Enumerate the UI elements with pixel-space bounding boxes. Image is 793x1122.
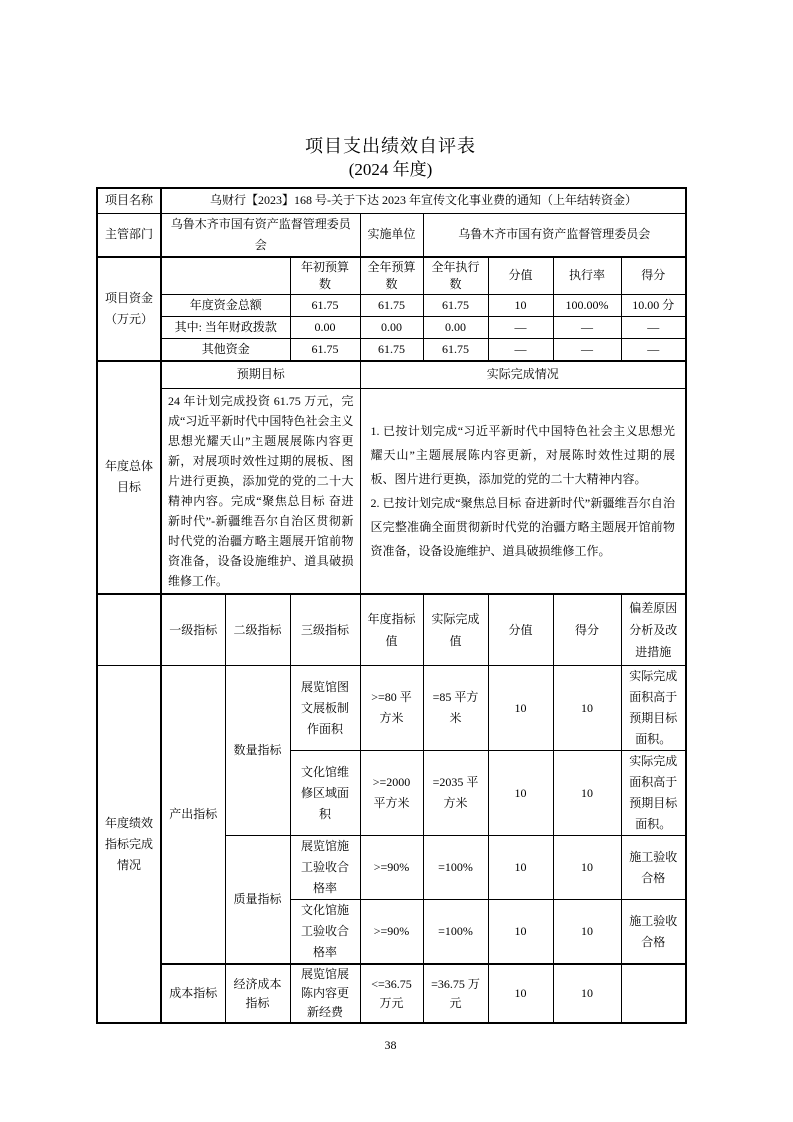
funding-exec-rate: —	[553, 317, 621, 339]
goal-expected-header: 预期目标	[161, 361, 360, 388]
goal-actual-paragraph-2: 2. 已按计划完成“聚焦总目标 奋进新时代”新疆维吾尔自治区完整准确全面贯彻新时代党的治疆方略主题展开馆前物资准备，设备设施维护、道具破损维修工作。	[370, 495, 675, 558]
impl-value: 乌鲁木齐市国有资产监督管理委员会	[423, 213, 686, 257]
goal-expected-text: 24 年计划完成投资 61.75 万元，完成“习近平新时代中国特色社会主义思想光耀天山”主题展展陈内容更新，对展项时效性过期的展板、图片进行更换，添加党的党的二十大精神内容。完成“聚焦总目标 奋进新时代”-新疆维吾尔自治区贯彻新时代党的治疆方略主题展开馆前物资准备，设备设施维护、道具破损维修工作。	[161, 388, 360, 594]
document-subtitle: (2024 年度)	[348, 160, 433, 179]
indicator-score-value: 10	[488, 964, 553, 1023]
funding-score: —	[621, 339, 686, 362]
title-block	[96, 134, 685, 182]
indicator-score: 10	[553, 964, 621, 1023]
funding-row-name: 其中: 当年财政拨款	[161, 317, 290, 339]
funding-executed: 61.75	[423, 295, 488, 317]
project-name-value: 乌财行【2023】168 号-关于下达 2023 年宣传文化事业费的通知（上年结转资金）	[161, 188, 686, 213]
col-header-level1: 一级指标	[161, 594, 225, 666]
document-title: 项目支出绩效自评表	[305, 136, 476, 156]
indicator-deviation: 施工验收合格	[621, 836, 686, 900]
col-header-target-value: 年度指标值	[360, 594, 423, 666]
indicator-actual: =100%	[423, 900, 488, 965]
funding-row-other	[97, 339, 686, 362]
goal-actual-paragraph-1: 1. 已按计划完成“习近平新时代中国特色社会主义思想光耀天山”主题展展陈内容更新，对展陈时效性过期的展板、图片进行更换，添加党的党的二十大精神内容。	[370, 423, 675, 486]
indicator-score: 10	[553, 751, 621, 836]
funding-row-name: 年度资金总额	[161, 295, 290, 317]
indicator-target: >=90%	[360, 900, 423, 965]
self-evaluation-table	[96, 187, 687, 1024]
funding-score-value: —	[488, 317, 553, 339]
indicator-name: 展览馆图文展板制作面积	[290, 666, 360, 751]
funding-section-label: 项目资金（万元）	[97, 257, 161, 362]
funding-annual: 61.75	[360, 295, 423, 317]
indicator-target: >=90%	[360, 836, 423, 900]
indicator-header-row	[97, 594, 686, 666]
goal-header-row	[97, 361, 686, 388]
indicator-score: 10	[553, 900, 621, 965]
indicator-target: >=80 平方米	[360, 666, 423, 751]
impl-label: 实施单位	[360, 213, 423, 257]
level1-output: 产出指标	[161, 666, 225, 965]
funding-initial: 0.00	[290, 317, 360, 339]
funding-exec-rate: —	[553, 339, 621, 362]
indicator-deviation	[621, 964, 686, 1023]
funding-initial: 61.75	[290, 295, 360, 317]
funding-header-row	[97, 257, 686, 295]
indicator-row	[97, 964, 686, 1023]
funding-executed: 0.00	[423, 317, 488, 339]
col-header-level3: 三级指标	[290, 594, 360, 666]
level2-economic-cost: 经济成本指标	[225, 964, 290, 1023]
col-header-annual-budget: 全年预算数	[360, 257, 423, 295]
funding-initial: 61.75	[290, 339, 360, 362]
col-header-exec-rate: 执行率	[553, 257, 621, 295]
funding-score: 10.00 分	[621, 295, 686, 317]
dept-label: 主管部门	[97, 213, 161, 257]
level1-cost: 成本指标	[161, 964, 225, 1023]
goal-actual-text	[360, 388, 686, 594]
funding-score-value: 10	[488, 295, 553, 317]
indicator-score: 10	[553, 836, 621, 900]
indicator-score: 10	[553, 666, 621, 751]
col-header-level2: 二级指标	[225, 594, 290, 666]
indicator-section-label: 年度绩效指标完成情况	[97, 666, 161, 1024]
funding-exec-rate: 100.00%	[553, 295, 621, 317]
col-header-score: 得分	[621, 257, 686, 295]
table-row	[97, 213, 686, 257]
level2-quality: 质量指标	[225, 836, 290, 965]
funding-row-fiscal	[97, 317, 686, 339]
level2-quantity: 数量指标	[225, 666, 290, 836]
indicator-deviation: 施工验收合格	[621, 900, 686, 965]
funding-annual: 61.75	[360, 339, 423, 362]
funding-row-total	[97, 295, 686, 317]
goal-section-label: 年度总体目标	[97, 361, 161, 594]
indicator-deviation: 实际完成面积高于预期目标面积。	[621, 751, 686, 836]
indicator-actual: =100%	[423, 836, 488, 900]
indicator-target: <=36.75 万元	[360, 964, 423, 1023]
dept-value: 乌鲁木齐市国有资产监督管理委员会	[161, 213, 360, 257]
col-header-score-value: 分值	[488, 257, 553, 295]
project-name-label: 项目名称	[97, 188, 161, 213]
funding-executed: 61.75	[423, 339, 488, 362]
indicator-actual: =36.75 万元	[423, 964, 488, 1023]
indicator-name: 文化馆施工验收合格率	[290, 900, 360, 965]
indicator-score-value: 10	[488, 666, 553, 751]
page-number: 38	[384, 1038, 397, 1052]
col-header-actual-value: 实际完成值	[423, 594, 488, 666]
indicator-score-value: 10	[488, 751, 553, 836]
indicator-deviation: 实际完成面积高于预期目标面积。	[621, 666, 686, 751]
indicator-score-value: 10	[488, 836, 553, 900]
indicator-row	[97, 666, 686, 751]
indicator-name: 展览馆施工验收合格率	[290, 836, 360, 900]
indicator-name: 展览馆展陈内容更新经费	[290, 964, 360, 1023]
col-header-initial-budget: 年初预算数	[290, 257, 360, 295]
col-header-score-value: 分值	[488, 594, 553, 666]
funding-row-name: 其他资金	[161, 339, 290, 362]
col-header-deviation: 偏差原因分析及改进措施	[621, 594, 686, 666]
indicator-actual: =85 平方米	[423, 666, 488, 751]
funding-annual: 0.00	[360, 317, 423, 339]
goal-actual-header: 实际完成情况	[360, 361, 686, 388]
indicator-actual: =2035 平方米	[423, 751, 488, 836]
funding-score: —	[621, 317, 686, 339]
table-row	[97, 188, 686, 213]
indicator-blank-cell	[97, 594, 161, 666]
col-header-score: 得分	[553, 594, 621, 666]
funding-blank-cell	[161, 257, 290, 295]
indicator-score-value: 10	[488, 900, 553, 965]
indicator-name: 文化馆维修区域面积	[290, 751, 360, 836]
goal-content-row	[97, 388, 686, 594]
col-header-executed: 全年执行数	[423, 257, 488, 295]
indicator-target: >=2000 平方米	[360, 751, 423, 836]
funding-score-value: —	[488, 339, 553, 362]
